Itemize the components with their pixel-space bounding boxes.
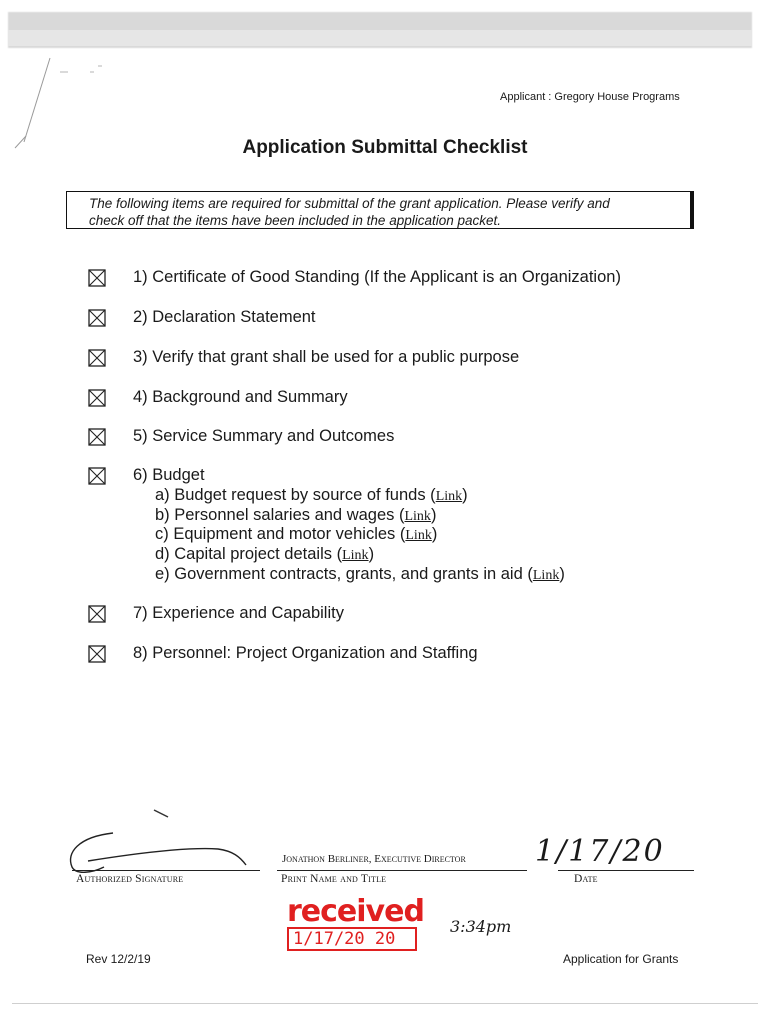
budget-subitem-b: b) Personnel salaries and wages (Link) — [155, 506, 437, 524]
budget-subitem-e: e) Government contracts, grants, and grants in aid (Link) — [155, 565, 565, 583]
checklist-item-3 — [88, 348, 519, 367]
scan-bottom-edge — [12, 1003, 758, 1004]
checklist-item-5 — [88, 427, 394, 446]
checked-checkbox-icon[interactable] — [88, 467, 106, 485]
received-time: 3:34pm — [450, 917, 512, 936]
print-name-line — [277, 870, 527, 871]
checklist-item-6 — [88, 466, 205, 485]
received-stamp-word: received — [287, 894, 424, 929]
budget-subitem-text: d) Capital project details — [155, 545, 333, 563]
handwritten-date: 1/17/20 — [535, 834, 665, 869]
checklist-item-label: 3) Verify that grant shall be used for a public purpose — [133, 348, 520, 366]
page-title: Application Submittal Checklist — [242, 137, 528, 158]
checklist-item-2 — [88, 308, 316, 327]
budget-subitem-link[interactable]: Link — [342, 548, 369, 563]
checked-checkbox-icon[interactable] — [88, 349, 106, 367]
received-stamp-date: 1/17/20 20 — [287, 927, 417, 951]
authorized-signature-label: Authorized Signature — [76, 873, 184, 885]
instructions-line-2: check off that the items have been included in the application packet. — [89, 213, 502, 228]
budget-subitem-c: c) Equipment and motor vehicles (Link) — [155, 525, 438, 543]
scan-edge-shadow-inner — [8, 30, 752, 46]
checklist-item-label: 6) Budget — [133, 466, 205, 484]
checklist-item-label: 5) Service Summary and Outcomes — [133, 427, 395, 445]
checked-checkbox-icon[interactable] — [88, 428, 106, 446]
checklist-item-label: 1) Certificate of Good Standing (If the Applicant is an Organization) — [133, 268, 621, 286]
budget-subitem-link[interactable]: Link — [404, 509, 431, 524]
revision-label: Rev 12/2/19 — [86, 952, 151, 966]
budget-subitem-link[interactable]: Link — [405, 528, 432, 543]
budget-subitem-text: b) Personnel salaries and wages — [155, 506, 395, 524]
date-label: Date — [574, 873, 598, 885]
budget-subitem-link[interactable]: Link — [532, 568, 560, 583]
checklist-item-label: 4) Background and Summary — [133, 388, 348, 406]
applicant-name: Applicant : Gregory House Programs — [500, 91, 680, 103]
budget-subitem-text: c) Equipment and motor vehicles — [155, 525, 396, 543]
checklist-item-4 — [88, 388, 348, 407]
checklist-item-1 — [88, 268, 621, 287]
print-name-value: Jonathon Berliner, Executive Director — [282, 853, 466, 865]
instructions-line-1: The following items are required for submittal of the grant application. Please verify and — [89, 196, 610, 211]
checked-checkbox-icon[interactable] — [88, 645, 106, 663]
checklist-item-label: 7) Experience and Capability — [133, 604, 344, 622]
budget-subitem-text: e) Government contracts, grants, and grants in aid — [155, 565, 523, 583]
budget-subitem-d: d) Capital project details (Link) — [155, 545, 375, 563]
budget-subitem-text: a) Budget request by source of funds — [155, 486, 426, 504]
date-line — [558, 870, 694, 871]
checked-checkbox-icon[interactable] — [88, 309, 106, 327]
checklist-item-label: 8) Personnel: Project Organization and Staffing — [133, 644, 478, 662]
checked-checkbox-icon[interactable] — [88, 269, 106, 287]
handwritten-signature — [58, 805, 258, 880]
checklist-item-7 — [88, 604, 344, 623]
signature-line — [72, 870, 260, 871]
instructions-box — [66, 191, 694, 229]
checked-checkbox-icon[interactable] — [88, 605, 106, 623]
checklist-item-8 — [88, 644, 478, 663]
budget-subitem-a: a) Budget request by source of funds (Link) — [155, 486, 468, 504]
checked-checkbox-icon[interactable] — [88, 389, 106, 407]
received-stamp — [287, 894, 425, 951]
checklist-item-label: 2) Declaration Statement — [133, 308, 316, 326]
form-name: Application for Grants — [563, 952, 679, 966]
print-name-label: Print Name and Title — [281, 873, 387, 885]
budget-subitem-link[interactable]: Link — [435, 489, 463, 504]
